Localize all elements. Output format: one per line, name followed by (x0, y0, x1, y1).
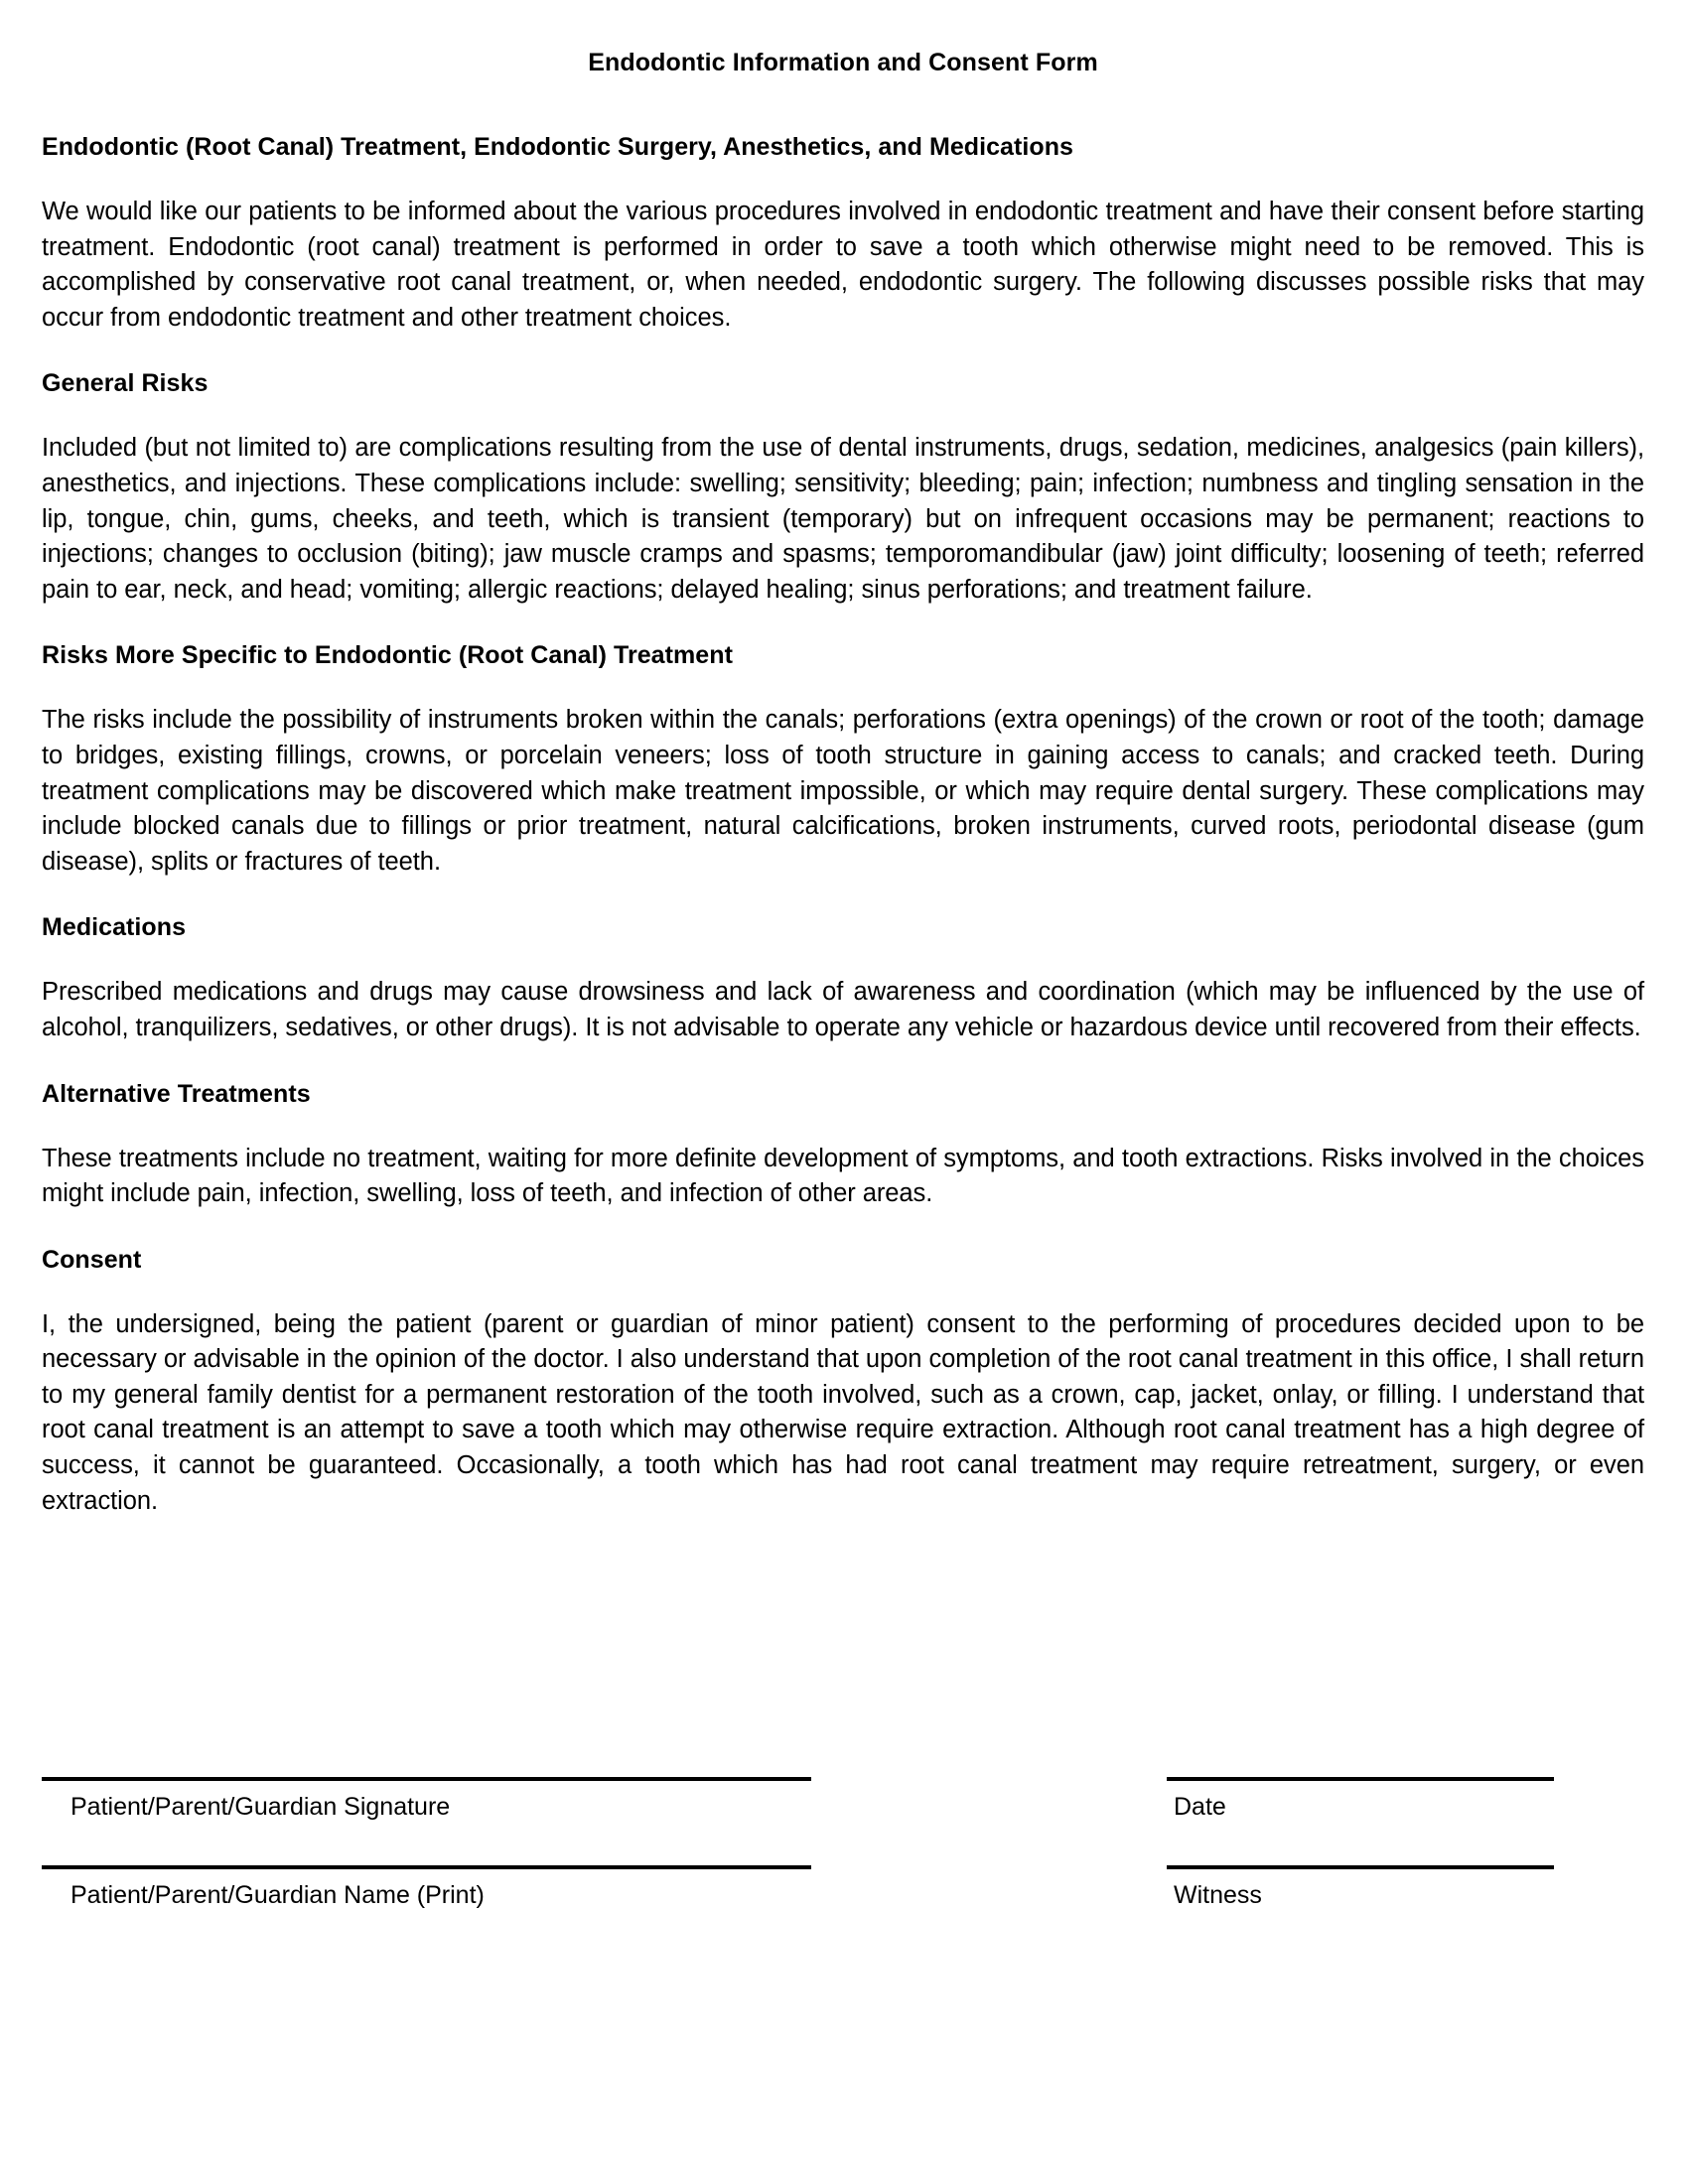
spacer (42, 1275, 1644, 1307)
section-heading-consent: Consent (42, 1245, 142, 1274)
spacer (42, 398, 1644, 431)
spacer (42, 162, 1644, 195)
page-title: Endodontic Information and Consent Form (588, 49, 1098, 76)
signature-line-date[interactable] (1167, 1777, 1554, 1781)
spacer (42, 77, 1644, 132)
section-paragraph-consent: I, the undersigned, being the patient (parent or guardian of minor patient) consent to the performing of procedures decided upon to be necessary or advisable in the opinion of the doctor. I also understand that upon completion of the root canal treatment in this office, I shall return to my general family dentist for a permanent restoration of the tooth involved, such as a crown, cap, jacket, onlay, or filling. I understand that root canal treatment is an attempt to save a tooth which may otherwise require extraction. Although root canal treatment has a high degree of success, it cannot be guaranteed. Occasionally, a tooth which has had root canal treatment may require retreatment, surgery, or even extraction. (42, 1309, 1644, 1515)
spacer (42, 880, 1644, 912)
signature-line-patient-name-print[interactable] (42, 1865, 811, 1869)
signature-block (42, 1777, 1644, 1954)
section-paragraph-specific-risks: The risks include the possibility of instruments broken within the canals; perforations (extra openings) of the crown or root of the tooth; damage to bridges, existing fillings, crowns, or porcelain veneers; loss of tooth structure in gaining access to canals; and cracked teeth. During treatment complications may be discovered which make treatment impossible, or which may require dental surgery. These complications may include blocked canals due to fillings or prior treatment, natural calcifications, broken instruments, curved roots, periodontal disease (gum disease), splits or fractures of teeth. (42, 706, 1644, 876)
section-paragraph-medications: Prescribed medications and drugs may cause drowsiness and lack of awareness and coordination (which may be influenced by the use of alcohol, tranquilizers, sedatives, or other drugs). It is not advisable to operate any vehicle or hazardous device until recovered from their effects. (42, 978, 1644, 1041)
section-heading-specific-risks: Risks More Specific to Endodontic (Root Canal) Treatment (42, 641, 733, 670)
spacer (42, 942, 1644, 975)
signature-label-patient-signature: Patient/Parent/Guardian Signature (70, 1793, 451, 1821)
spacer (42, 1109, 1644, 1142)
section-heading-medications: Medications (42, 913, 187, 942)
spacer (42, 670, 1644, 703)
spacer (42, 336, 1644, 368)
section-paragraph-general-risks: Included (but not limited to) are complications resulting from the use of dental instruments, drugs, sedation, medicines, analgesics (pain killers), anesthetics, and injections. These complications include: swelling; sensitivity; bleeding; pain; infection; numbness and tingling sensation in the lip, tongue, chin, gums, cheeks, and teeth, which is transient (temporary) but on infrequent occasions may be permanent; reactions to injections; changes to occlusion (biting); jaw muscle cramps and spasms; temporomandibular (jaw) joint difficulty; loosening of teeth; referred pain to ear, neck, and head; vomiting; allergic reactions; delayed healing; sinus perforations; and treatment failure. (42, 434, 1644, 604)
signature-label-witness: Witness (1174, 1881, 1262, 1909)
document-body (42, 48, 1644, 1519)
signature-line-witness[interactable] (1167, 1865, 1554, 1869)
signature-label-patient-name-print: Patient/Parent/Guardian Name (Print) (70, 1881, 485, 1909)
intro-paragraph: We would like our patients to be informed about the various procedures involved in endodontic treatment and have their consent before starting treatment. Endodontic (root canal) treatment is performed in order to save a tooth which otherwise might need to be removed. This is accomplished by conservative root canal treatment, or, when needed, endodontic surgery. The following discusses possible risks that may occur from endodontic treatment and other treatment choices. (42, 198, 1644, 332)
section-heading-general-risks: General Risks (42, 369, 209, 398)
signature-row-1 (42, 1777, 1644, 1865)
document-subtitle: Endodontic (Root Canal) Treatment, Endodontic Surgery, Anesthetics, and Medications (42, 133, 1073, 161)
signature-row-2 (42, 1865, 1644, 1954)
section-heading-alternative-treatments: Alternative Treatments (42, 1079, 311, 1108)
spacer (42, 1046, 1644, 1079)
spacer (42, 1212, 1644, 1245)
section-paragraph-alternative-treatments: These treatments include no treatment, waiting for more definite development of symptoms, and tooth extractions. Risks involved in the choices might include pain, infection, swelling, loss of teeth, and infection of other areas. (42, 1144, 1644, 1208)
signature-line-patient-signature[interactable] (42, 1777, 811, 1781)
spacer (42, 608, 1644, 640)
signature-label-date: Date (1174, 1793, 1226, 1821)
